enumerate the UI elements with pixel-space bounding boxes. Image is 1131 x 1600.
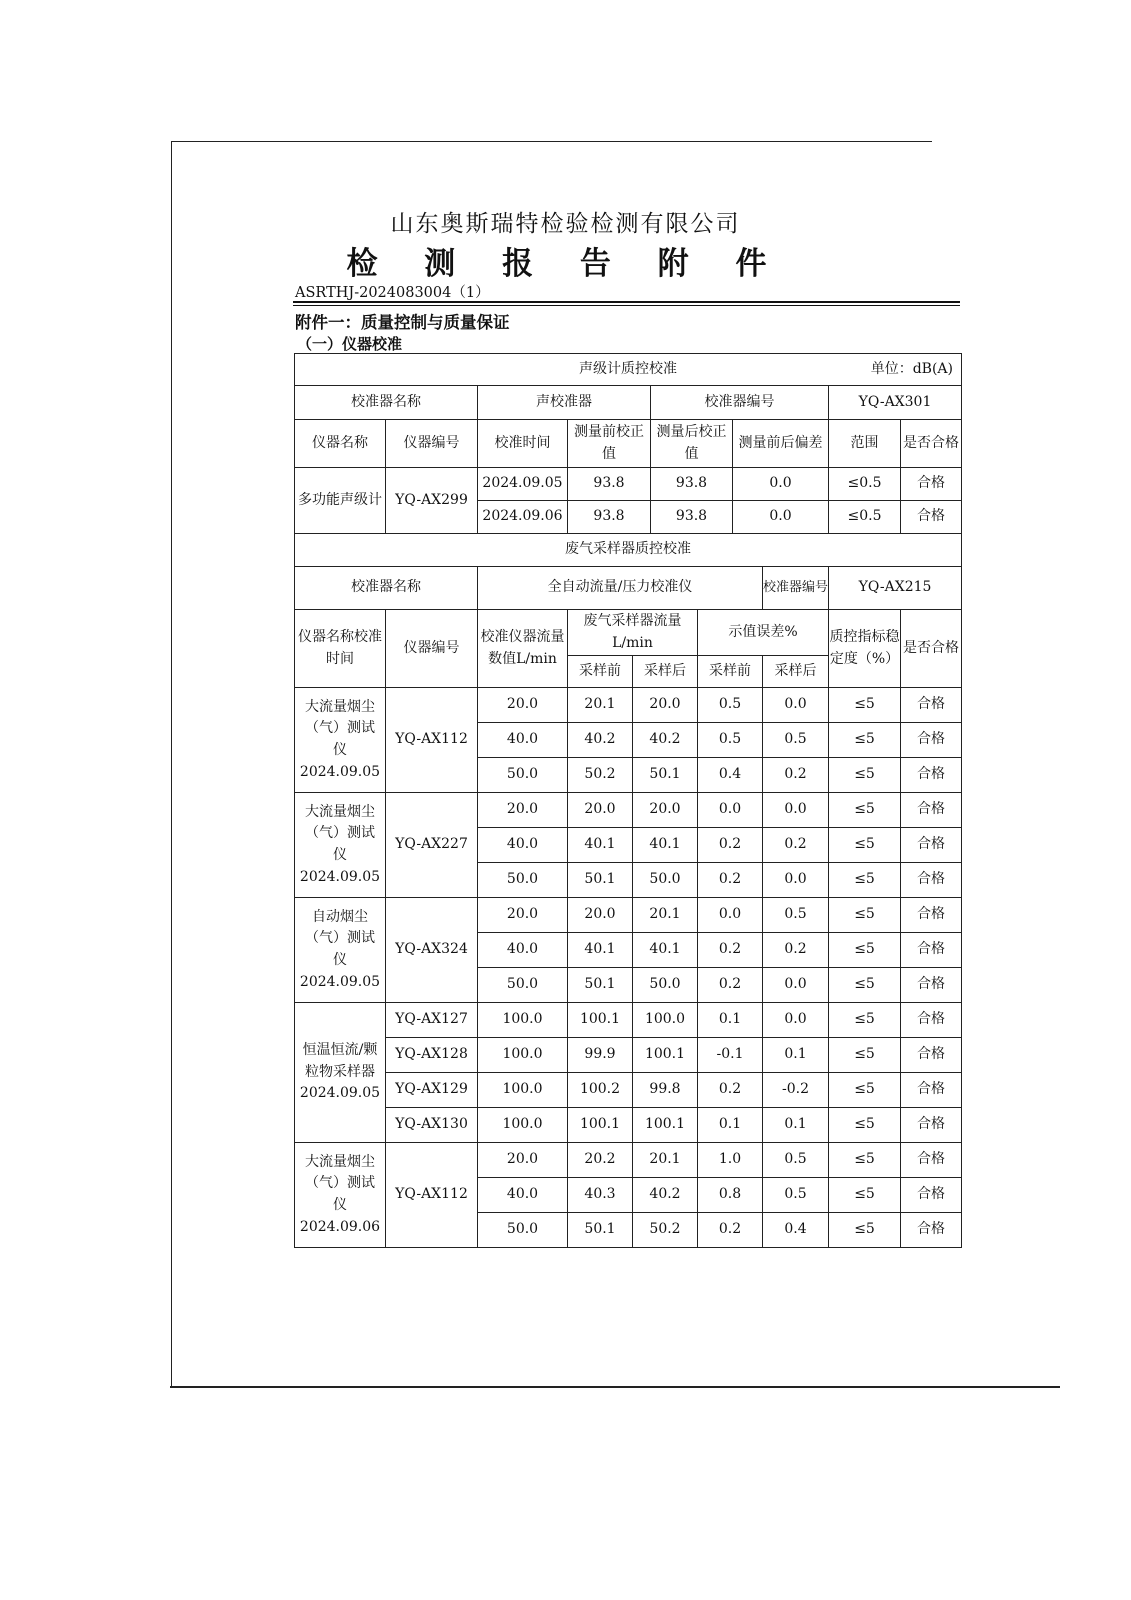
cell: 20.2	[568, 1143, 633, 1178]
sound-header-row	[295, 420, 962, 468]
cell: 0.2	[763, 933, 829, 968]
instrument-no: YQ-AX324	[386, 898, 478, 1003]
instrument-name: 多功能声级计	[295, 468, 386, 534]
header-cell: 采样后	[633, 656, 698, 688]
cell: 40.1	[633, 933, 698, 968]
cell: 100.1	[633, 1108, 698, 1143]
gas-calibrator-no-label: 校准器编号	[763, 567, 829, 610]
cell: 40.0	[478, 933, 568, 968]
cell: 40.0	[478, 723, 568, 758]
instrument-no: YQ-AX128	[386, 1038, 478, 1073]
cell: 0.0	[763, 968, 829, 1003]
table-row	[295, 1108, 962, 1143]
cell: -0.2	[763, 1073, 829, 1108]
cell: 0.5	[698, 723, 763, 758]
cell: 合格	[901, 1213, 962, 1248]
instrument-no: YQ-AX129	[386, 1073, 478, 1108]
cell: 93.8	[568, 468, 651, 501]
gas-calibrator-name-label: 校准器名称	[295, 567, 478, 610]
cell: 2024.09.05	[478, 468, 568, 501]
cell: 100.0	[478, 1038, 568, 1073]
cell: 合格	[901, 1073, 962, 1108]
cell: ≤5	[829, 1178, 901, 1213]
cell: 0.4	[698, 758, 763, 793]
instrument-name-date	[295, 793, 386, 898]
cell: ≤5	[829, 1143, 901, 1178]
cell: 100.1	[633, 1038, 698, 1073]
cell: 40.0	[478, 1178, 568, 1213]
cell: 0.0	[698, 793, 763, 828]
cell: 0.2	[698, 863, 763, 898]
header-cell: 废气采样器流量L/min	[568, 610, 698, 656]
cell: 0.1	[763, 1038, 829, 1073]
cell: 合格	[901, 1038, 962, 1073]
unit-label: 单位：dB(A)	[870, 360, 953, 377]
cell: 40.3	[568, 1178, 633, 1213]
sound-calibration-table	[294, 353, 962, 567]
header-cell: 测量后校正值	[651, 420, 733, 468]
table-row	[295, 898, 962, 933]
cell: 93.8	[651, 468, 733, 501]
cell: 20.1	[568, 688, 633, 723]
cell: 100.1	[568, 1108, 633, 1143]
calibration-date: 2024.09.05	[299, 763, 381, 780]
cell: 合格	[901, 898, 962, 933]
cell: 0.0	[763, 793, 829, 828]
cell: 0.8	[698, 1178, 763, 1213]
cell: 50.0	[633, 968, 698, 1003]
calibrator-name: 声校准器	[478, 386, 651, 420]
cell: -0.1	[698, 1038, 763, 1073]
cell: ≤5	[829, 898, 901, 933]
cell: 20.0	[478, 793, 568, 828]
cell: 50.1	[568, 1213, 633, 1248]
instrument-name: 自动烟尘（气）测试仪	[305, 908, 375, 968]
cell: 0.0	[733, 468, 829, 501]
cell: ≤5	[829, 1213, 901, 1248]
cell: 合格	[901, 501, 962, 534]
cell: 0.5	[763, 898, 829, 933]
instrument-name-date	[295, 688, 386, 793]
cell: 合格	[901, 793, 962, 828]
cell: 0.2	[698, 1073, 763, 1108]
cell: 0.0	[733, 501, 829, 534]
cell: 合格	[901, 1003, 962, 1038]
cell: 合格	[901, 1143, 962, 1178]
header-cell: 质控指标稳定度（%）	[829, 610, 901, 688]
cell: 40.1	[633, 828, 698, 863]
header-cell: 是否合格	[901, 420, 962, 468]
cell: 20.0	[478, 898, 568, 933]
header-rule-thin	[293, 305, 960, 306]
cell: 0.5	[763, 1143, 829, 1178]
cell: 20.0	[568, 898, 633, 933]
cell: ≤5	[829, 793, 901, 828]
instrument-name: 大流量烟尘（气）测试仪	[305, 1153, 375, 1213]
instrument-name: 大流量烟尘（气）测试仪	[305, 698, 375, 758]
header-rule	[293, 301, 960, 303]
cell: 1.0	[698, 1143, 763, 1178]
header-cell: 仪器名称校准时间	[295, 610, 386, 688]
cell: 50.0	[478, 968, 568, 1003]
cell: 40.2	[633, 1178, 698, 1213]
cell: 100.2	[568, 1073, 633, 1108]
cell: ≤5	[829, 1108, 901, 1143]
cell: ≤0.5	[829, 468, 901, 501]
cell: 100.0	[478, 1003, 568, 1038]
cell: 40.2	[633, 723, 698, 758]
cell: 0.2	[763, 758, 829, 793]
cell: ≤5	[829, 1073, 901, 1108]
cell: 100.1	[568, 1003, 633, 1038]
cell: ≤5	[829, 933, 901, 968]
sound-table-title-text: 声级计质控校准	[579, 360, 677, 377]
header-cell: 仪器名称	[295, 420, 386, 468]
cell: 50.1	[568, 863, 633, 898]
cell: 0.0	[763, 688, 829, 723]
cell: 20.0	[633, 793, 698, 828]
cell: 50.0	[478, 758, 568, 793]
header-cell: 采样后	[763, 656, 829, 688]
table-row	[295, 1073, 962, 1108]
table-row	[295, 688, 962, 723]
cell: ≤5	[829, 1003, 901, 1038]
cell: 93.8	[568, 501, 651, 534]
cell: 93.8	[651, 501, 733, 534]
header-cell: 采样前	[698, 656, 763, 688]
cell: 100.0	[478, 1108, 568, 1143]
calibrator-name-label: 校准器名称	[295, 386, 478, 420]
cell: 0.1	[698, 1108, 763, 1143]
cell: 0.2	[698, 1213, 763, 1248]
cell: 0.1	[763, 1108, 829, 1143]
cell: 50.1	[568, 968, 633, 1003]
cell: 0.1	[698, 1003, 763, 1038]
gas-header-row	[295, 610, 962, 656]
header-cell: 校准时间	[478, 420, 568, 468]
gas-calibrator-no: YQ-AX215	[829, 567, 962, 610]
cell: 合格	[901, 828, 962, 863]
header-cell: 范围	[829, 420, 901, 468]
calibration-date: 2024.09.05	[299, 1085, 381, 1102]
cell: 合格	[901, 933, 962, 968]
cell: 40.2	[568, 723, 633, 758]
cell: 20.1	[633, 1143, 698, 1178]
cell: 50.0	[478, 1213, 568, 1248]
cell: 100.0	[633, 1003, 698, 1038]
cell: 合格	[901, 1108, 962, 1143]
cell: 0.0	[698, 898, 763, 933]
instrument-name-date	[295, 1003, 386, 1143]
cell: 99.9	[568, 1038, 633, 1073]
cell: ≤5	[829, 968, 901, 1003]
instrument-name-date	[295, 898, 386, 1003]
header-cell: 示值误差%	[698, 610, 829, 656]
calibration-date: 2024.09.05	[299, 868, 381, 885]
instrument-no: YQ-AX227	[386, 793, 478, 898]
cell: 0.2	[698, 933, 763, 968]
cell: 0.5	[763, 1178, 829, 1213]
table-row	[295, 1038, 962, 1073]
cell: 20.0	[478, 688, 568, 723]
gas-table-title: 废气采样器质控校准	[295, 534, 962, 567]
calibrator-no: YQ-AX301	[829, 386, 962, 420]
cell: 0.2	[698, 828, 763, 863]
cell: ≤0.5	[829, 501, 901, 534]
cell: 20.0	[568, 793, 633, 828]
cell: ≤5	[829, 758, 901, 793]
header-cell: 采样前	[568, 656, 633, 688]
sound-table-title	[295, 354, 962, 386]
instrument-no: YQ-AX299	[386, 468, 478, 534]
cell: 0.5	[763, 723, 829, 758]
cell: 20.1	[633, 898, 698, 933]
instrument-no: YQ-AX112	[386, 688, 478, 793]
table-row	[295, 1003, 962, 1038]
cell: ≤5	[829, 688, 901, 723]
cell: 50.2	[568, 758, 633, 793]
scan-frame-left	[171, 141, 172, 1388]
section-heading: 附件一：质量控制与质量保证	[295, 313, 510, 332]
table-row	[295, 468, 962, 501]
instrument-name-date	[295, 1143, 386, 1248]
instrument-no: YQ-AX112	[386, 1143, 478, 1248]
cell: ≤5	[829, 1038, 901, 1073]
header-cell: 测量前校正值	[568, 420, 651, 468]
header-cell: 测量前后偏差	[733, 420, 829, 468]
cell: 2024.09.06	[478, 501, 568, 534]
cell: 0.5	[698, 688, 763, 723]
cell: 99.8	[633, 1073, 698, 1108]
header-cell: 仪器编号	[386, 420, 478, 468]
cell: 50.1	[633, 758, 698, 793]
company-name: 山东奥斯瑞特检验检测有限公司	[390, 211, 741, 237]
cell: 50.2	[633, 1213, 698, 1248]
instrument-no: YQ-AX127	[386, 1003, 478, 1038]
instrument-name: 恒温恒流/颗粒物采样器	[302, 1041, 378, 1080]
instrument-name: 大流量烟尘（气）测试仪	[305, 803, 375, 863]
cell: ≤5	[829, 863, 901, 898]
cell: 合格	[901, 863, 962, 898]
cell: 0.2	[763, 828, 829, 863]
scan-frame-bottom	[170, 1386, 1060, 1388]
subsection-heading: （一）仪器校准	[297, 335, 403, 353]
cell: 40.1	[568, 828, 633, 863]
table-row	[295, 793, 962, 828]
gas-calibration-table	[294, 566, 962, 1248]
cell: 40.0	[478, 828, 568, 863]
cell: 50.0	[478, 863, 568, 898]
calibrator-no-label: 校准器编号	[651, 386, 829, 420]
cell: 0.0	[763, 863, 829, 898]
cell: 合格	[901, 1178, 962, 1213]
cell: 20.0	[478, 1143, 568, 1178]
header-cell: 校准仪器流量数值L/min	[478, 610, 568, 688]
table-row	[295, 1143, 962, 1178]
report-number: ASRTHJ-2024083004（1）	[295, 285, 490, 301]
cell: 合格	[901, 758, 962, 793]
cell: 20.0	[633, 688, 698, 723]
scan-frame-top	[172, 141, 932, 142]
cell: 0.2	[698, 968, 763, 1003]
cell: 100.0	[478, 1073, 568, 1108]
header-cell: 是否合格	[901, 610, 962, 688]
cell: 0.0	[763, 1003, 829, 1038]
cell: 合格	[901, 968, 962, 1003]
instrument-no: YQ-AX130	[386, 1108, 478, 1143]
header-cell: 仪器编号	[386, 610, 478, 688]
gas-calibrator-name: 全自动流量/压力校准仪	[478, 567, 763, 610]
cell: 0.4	[763, 1213, 829, 1248]
cell: 合格	[901, 723, 962, 758]
calibration-date: 2024.09.05	[299, 973, 381, 990]
cell: 合格	[901, 468, 962, 501]
cell: 合格	[901, 688, 962, 723]
document-title: 检 测 报 告 附 件	[346, 246, 785, 282]
cell: ≤5	[829, 723, 901, 758]
cell: ≤5	[829, 828, 901, 863]
calibration-date: 2024.09.06	[299, 1218, 381, 1235]
cell: 50.0	[633, 863, 698, 898]
cell: 40.1	[568, 933, 633, 968]
